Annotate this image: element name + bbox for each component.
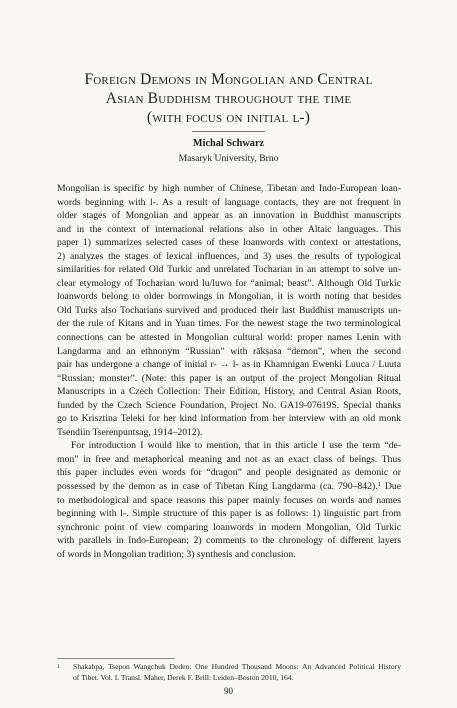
introduction-paragraph <box>57 439 401 561</box>
text-line: mon” in free and metaphorical meaning and not as an exact class of beings. Thus <box>57 453 401 465</box>
footnote <box>57 662 401 683</box>
title-line-3: (with focus on initial l-) <box>146 109 311 126</box>
text-line: clear etymology of Tocharian word lu/luwo for “animal; beast”. Although Old Turkic <box>57 277 401 289</box>
text-line: 2) analyzes the stages of lexical influences, and 3) uses the results of typological <box>57 250 401 262</box>
footnote-divider <box>57 658 175 659</box>
footnote-text: Shakabpa, Tsepon Wangchuk Deden: One Hundred Thousand Moons: An Advanced Political History <box>73 662 401 671</box>
author-name: Michal Schwarz <box>192 138 265 149</box>
text-line: to methodological and space reasons this paper mainly focuses on words and names <box>57 494 401 506</box>
text-line: pair has undergone a change of initial r- → l- as in Khamnigan Ewenki Luuca / Luuta <box>57 359 401 371</box>
text-line: synchronic point of view comparing loanwords in modern Mongolian, Old Turkic <box>57 521 401 533</box>
text-line: older stages of Mongolian and appear as an innovation in Buddhist manuscripts <box>57 210 401 222</box>
text-line: Tsendiin Tserenpuntsag, 1914–2012). <box>57 426 203 438</box>
text-line: der the rule of Kitans and in Yuan times. For the newest stage the two terminological <box>57 318 401 330</box>
title-line-1: Foreign Demons in Mongolian and Central <box>84 71 373 88</box>
text-line: words beginning with l-. As a result of language contacts, they are not frequent in <box>57 196 401 208</box>
text-line <box>57 480 401 494</box>
text-line: connections can be attested in Mongolian cultural world: proper names Lenin with <box>57 332 401 344</box>
abstract-paragraph <box>57 182 401 439</box>
text-line: similarities for related Old Turkic and unrelated Tocharian in an attempt to solve un- <box>57 264 401 276</box>
footnote-reference[interactable]: 1 <box>377 481 381 489</box>
text-segment: possessed by the demon as in case of Tibetan King Langdarma (ca. 790–842). <box>57 481 378 493</box>
article-title <box>50 70 407 127</box>
text-line: funded by the Czech Science Foundation, Project No. GA19-07619S. Special thanks <box>57 399 401 411</box>
text-line: this paper includes even words for “dragon” and people designated as demonic or <box>57 467 401 479</box>
author-affiliation: Masaryk University, Brno <box>178 153 279 164</box>
footnote-line <box>57 662 401 673</box>
text-line: Manuscripts in a Czech Collection: Their Edition, History, and Central Asian Roots, <box>57 386 401 398</box>
page-number: 90 <box>224 686 233 696</box>
text-line: Langdarma and an ethnonym “Russian” with rākṣasa “demon”, when the second <box>57 345 401 357</box>
text-line: with parallels in Indo-European; 2) comments to the chronology of different layers <box>57 535 401 547</box>
text-line: Mongolian is specific by high number of Chinese, Tibetan and Indo-European loan- <box>57 183 401 194</box>
text-line: of words in Mongolian tradition; 3) synthesis and conclusion. <box>57 548 296 560</box>
text-line: paper 1) summarizes selected cases of these loanwords with context or attestations, <box>57 237 401 249</box>
text-line: loanwords belong to older borrowings in Mongolian, it is worth noting that besides <box>57 291 401 303</box>
title-divider <box>192 131 265 132</box>
article-body <box>57 182 401 561</box>
text-line: beginning with l-. Simple structure of this paper is as follows: 1) linguistic part from <box>57 508 401 520</box>
text-line: Old Turks also Tocharians survived and produced their last Buddhist manuscripts un- <box>57 304 401 316</box>
text-line: For introduction I would like to mention, that in this article I use the term “de- <box>71 440 401 452</box>
text-segment: Due <box>380 481 401 493</box>
text-line: and in the context of international relations also in other Altaic languages. This <box>57 223 401 235</box>
text-line: “Russian; monster”. (Note: this paper is an output of the project Mongolian Ritual <box>57 372 401 384</box>
footnote-number: 1 <box>57 664 60 670</box>
title-line-2: Asian Buddhism throughout the time <box>105 90 352 107</box>
text-line: go to Krisztina Teleki for her kind information from her interview with an old monk <box>57 413 401 425</box>
footnote-line: of Tibet. Vol. I. Transl. Maher, Derek F. Brill: Leiden–Boston 2010, 164. <box>73 672 294 682</box>
